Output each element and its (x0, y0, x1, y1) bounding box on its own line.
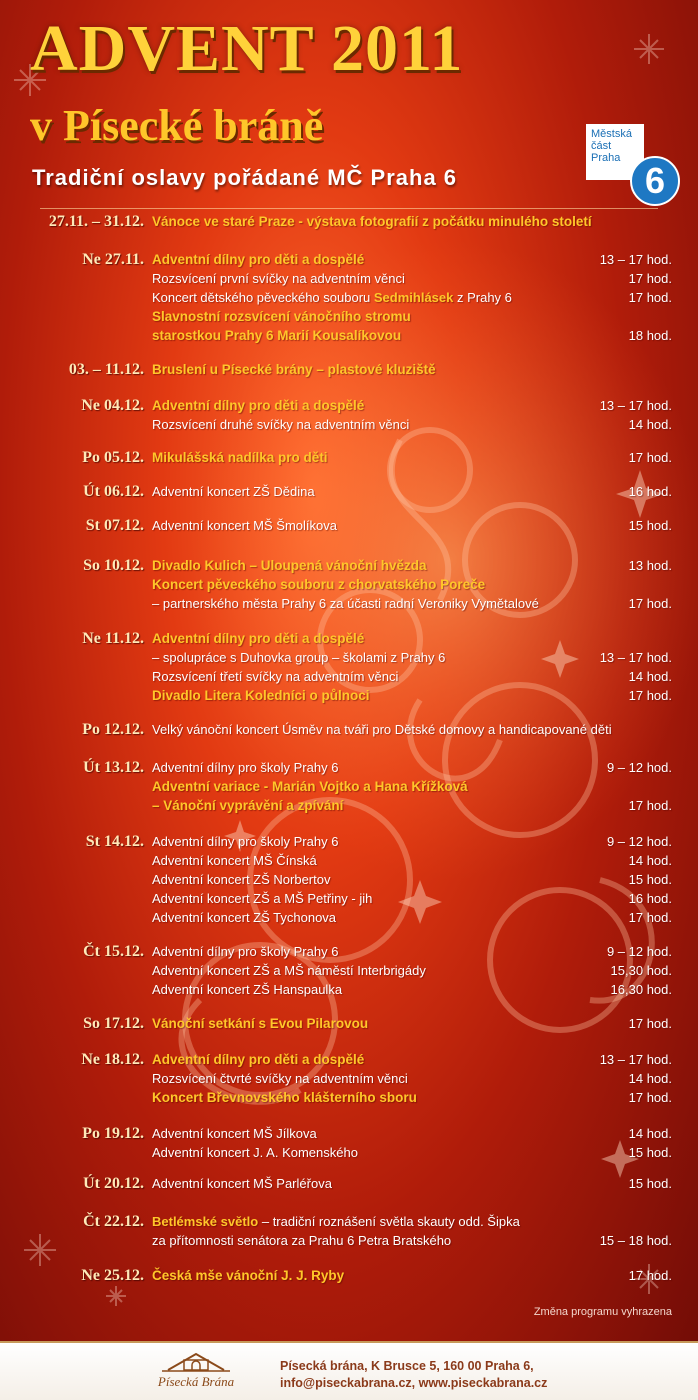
event-time: 15 hod. (628, 518, 672, 533)
event-time: 17 hod. (628, 1268, 672, 1283)
poster-subtitle-location: v Písecké bráně (30, 101, 324, 150)
schedule-event (152, 758, 672, 777)
event-time: 14 hod. (628, 417, 672, 432)
event-time: 14 hod. (628, 853, 672, 868)
event-time: 15 hod. (628, 1145, 672, 1160)
event-label: Bruslení u Písecké brány – plastové kluziště (152, 362, 436, 377)
schedule-event (152, 575, 672, 594)
event-time: 16 hod. (628, 484, 672, 499)
event-time: 9 – 12 hod. (606, 834, 672, 849)
footer-address: Písecká brána, K Brusce 5, 160 00 Praha 6, (280, 1359, 534, 1373)
schedule-date: Ne 11.12. (82, 630, 144, 647)
schedule-date: 03. – 11.12. (68, 361, 144, 378)
event-label: Adventní koncert ZŠ a MŠ náměstí Interbrigády (152, 963, 426, 978)
event-time: 17 hod. (628, 1016, 672, 1031)
poster-title: ADVENT 2011 (30, 12, 464, 85)
schedule-event (152, 796, 672, 815)
event-time: 18 hod. (628, 328, 672, 343)
schedule-date: So 17.12. (83, 1015, 144, 1032)
schedule-event (152, 250, 672, 269)
praha6-logo (586, 124, 678, 204)
schedule-event (152, 1088, 672, 1107)
event-label: Rozsvícení třetí svíčky na adventním věnci (152, 669, 399, 684)
schedule-event (152, 629, 672, 648)
schedule-date: Út 06.12. (83, 483, 144, 500)
poster-tagline: Tradiční oslavy pořádané MČ Praha 6 (32, 165, 458, 190)
gate-icon (148, 1348, 244, 1374)
schedule-event (152, 1050, 672, 1069)
event-label: Rozsvícení čtvrté svíčky na adventním věnci (152, 1071, 408, 1086)
event-time: 15 hod. (628, 1176, 672, 1191)
event-label: Divadlo Litera Koledníci o půlnoci (152, 688, 370, 703)
schedule-event (152, 326, 672, 345)
logo-line: část (591, 140, 612, 152)
schedule-date: St 14.12. (85, 833, 144, 850)
event-label: starostkou Prahy 6 Marií Kousalíkovou (152, 328, 402, 343)
schedule-date: So 10.12. (83, 557, 144, 574)
schedule-event (152, 448, 672, 467)
event-time: 15 – 18 hod. (599, 1233, 672, 1248)
event-text: – tradiční roznášení světla skauty odd. Šipka (258, 1214, 520, 1229)
event-label: Adventní dílny pro školy Prahy 6 (152, 944, 339, 959)
schedule-event (152, 482, 672, 501)
schedule-event (152, 942, 672, 961)
schedule-date: Ne 04.12. (81, 397, 144, 414)
footer-web-email[interactable]: info@piseckabrana.cz, www.piseckabrana.cz (280, 1376, 548, 1390)
event-label: Adventní dílny pro děti a dospělé (152, 631, 365, 646)
event-label: Adventní dílny pro školy Prahy 6 (152, 834, 339, 849)
event-time: 14 hod. (628, 669, 672, 684)
schedule-event (152, 889, 672, 908)
event-time: 17 hod. (628, 910, 672, 925)
schedule-event (152, 556, 672, 575)
event-label: Adventní koncert MŠ Parléřova (152, 1176, 332, 1191)
schedule-event (152, 269, 672, 288)
schedule-date: Út 20.12. (83, 1175, 144, 1192)
footer-contact (280, 1358, 547, 1392)
schedule-event (152, 1212, 672, 1231)
event-time: 17 hod. (628, 688, 672, 703)
schedule-event (152, 832, 672, 851)
schedule-event (152, 648, 672, 667)
schedule-date: St 07.12. (85, 517, 144, 534)
schedule-event (152, 396, 672, 415)
header-divider (40, 208, 658, 209)
event-time: 17 hod. (628, 271, 672, 286)
event-label: – spolupráce s Duhovka group – školami z Prahy 6 (152, 650, 446, 665)
schedule-event (152, 1266, 672, 1285)
schedule-event (152, 1014, 672, 1033)
event-text: z Prahy 6 (453, 290, 512, 305)
event-label: Adventní koncert J. A. Komenského (152, 1145, 358, 1160)
event-time: 15 hod. (628, 872, 672, 887)
event-label: Adventní koncert MŠ Jílkova (152, 1126, 317, 1141)
event-label: Adventní dílny pro děti a dospělé (152, 398, 365, 413)
schedule-event (152, 851, 672, 870)
schedule-event (152, 908, 672, 927)
schedule-date: Čt 15.12. (83, 943, 144, 960)
schedule-event (152, 777, 672, 796)
event-label: Adventní koncert ZŠ a MŠ Petřiny - jih (152, 891, 373, 906)
event-time: 17 hod. (628, 450, 672, 465)
event-time: 14 hod. (628, 1126, 672, 1141)
schedule-event (152, 516, 672, 535)
event-label: Česká mše vánoční J. J. Ryby (152, 1268, 345, 1283)
schedule-date: Čt 22.12. (83, 1213, 144, 1230)
schedule-date: Ne 25.12. (81, 1267, 144, 1284)
schedule-date: Po 12.12. (82, 721, 144, 738)
event-label: Adventní koncert ZŠ Norbertov (152, 872, 331, 887)
event-label (152, 1212, 520, 1231)
schedule-event (152, 307, 672, 326)
praha6-number-badge: 6 (630, 156, 680, 206)
schedule-date: Ne 18.12. (81, 1051, 144, 1068)
event-label: Rozsvícení druhé svíčky na adventním věnci (152, 417, 410, 432)
logo-line: Městská (591, 128, 632, 140)
event-label: Koncert Břevnovského klášterního sboru (152, 1090, 417, 1105)
event-label: Adventní koncert ZŠ Dědina (152, 484, 315, 499)
schedule-event (152, 594, 672, 613)
event-label: Adventní variace - Marián Vojtko a Hana Křížková (152, 779, 468, 794)
event-label: Rozsvícení první svíčky na adventním věnci (152, 271, 405, 286)
event-time: 13 hod. (628, 558, 672, 573)
event-label: Adventní dílny pro školy Prahy 6 (152, 760, 339, 775)
schedule-event (152, 961, 672, 980)
schedule-event (152, 415, 672, 434)
event-label: Adventní koncert ZŠ Tychonova (152, 910, 337, 925)
event-label: za přítomnosti senátora za Prahu 6 Petra Bratského (152, 1233, 452, 1248)
event-time: 14 hod. (628, 1071, 672, 1086)
event-label (152, 288, 512, 307)
event-label: – partnerského města Prahy 6 za účasti radní Veroniky Vymětalové (152, 596, 539, 611)
event-text: Koncert dětského pěveckého souboru (152, 290, 374, 305)
schedule-event (152, 1174, 672, 1193)
schedule-date: 27.11. – 31.12. (48, 213, 144, 230)
event-label: Mikulášská nadílka pro děti (152, 450, 328, 465)
schedule-event (152, 980, 672, 999)
schedule-date: Út 13.12. (83, 759, 144, 776)
pisecka-brana-logo (148, 1348, 244, 1394)
event-time: 15,30 hod. (610, 963, 672, 978)
schedule-event (152, 686, 672, 705)
schedule-event (152, 667, 672, 686)
event-label: Adventní koncert ZŠ Hanspaulka (152, 982, 343, 997)
event-time: 9 – 12 hod. (606, 760, 672, 775)
schedule-event (152, 1231, 672, 1250)
event-label: – Vánoční vyprávění a zpívání (152, 798, 344, 813)
event-time: 13 – 17 hod. (599, 398, 672, 413)
schedule-event (152, 212, 672, 231)
schedule-event (152, 1143, 672, 1162)
event-highlight-text: Sedmihlásek (373, 290, 454, 305)
event-time: 17 hod. (628, 596, 672, 611)
event-time: 17 hod. (628, 290, 672, 305)
schedule-event (152, 1069, 672, 1088)
event-time: 13 – 17 hod. (599, 252, 672, 267)
event-label: Koncert pěveckého souboru z chorvatského Poreče (152, 577, 486, 592)
event-label: Divadlo Kulich – Uloupená vánoční hvězda (152, 558, 427, 573)
event-label: Adventní koncert MŠ Čínská (152, 853, 317, 868)
schedule-date: Ne 27.11. (82, 251, 144, 268)
event-label: Vánoční setkání s Evou Pilarovou (152, 1016, 369, 1031)
event-time: 13 – 17 hod. (599, 650, 672, 665)
program-note: Změna programu vyhrazena (533, 1306, 672, 1318)
schedule-event (152, 1124, 672, 1143)
schedule-event (152, 870, 672, 889)
footer-logo-text: Písecká Brána (157, 1374, 235, 1389)
event-time: 17 hod. (628, 798, 672, 813)
event-time: 16 hod. (628, 891, 672, 906)
event-highlight-text: Betlémské světlo (152, 1214, 259, 1229)
event-label: Adventní koncert MŠ Šmolíkova (152, 518, 337, 533)
schedule-event (152, 288, 672, 307)
event-time: 9 – 12 hod. (606, 944, 672, 959)
schedule-event (152, 360, 672, 379)
schedule-date: Po 05.12. (82, 449, 144, 466)
event-label: Vánoce ve staré Praze - výstava fotografií z počátku minulého století (152, 214, 592, 229)
event-time: 17 hod. (628, 1090, 672, 1105)
event-label: Adventní dílny pro děti a dospělé (152, 1052, 365, 1067)
event-label: Slavnostní rozsvícení vánočního stromu (152, 309, 411, 324)
logo-line: Praha (591, 152, 621, 164)
event-time: 13 – 17 hod. (599, 1052, 672, 1067)
schedule-date: Po 19.12. (82, 1125, 144, 1142)
schedule-event (152, 720, 672, 739)
event-label: Adventní dílny pro děti a dospělé (152, 252, 365, 267)
event-time: 16,30 hod. (610, 982, 672, 997)
event-label: Velký vánoční koncert Úsměv na tváři pro Dětské domovy a handicapované děti (152, 722, 612, 737)
praha6-logo-text (591, 128, 643, 164)
